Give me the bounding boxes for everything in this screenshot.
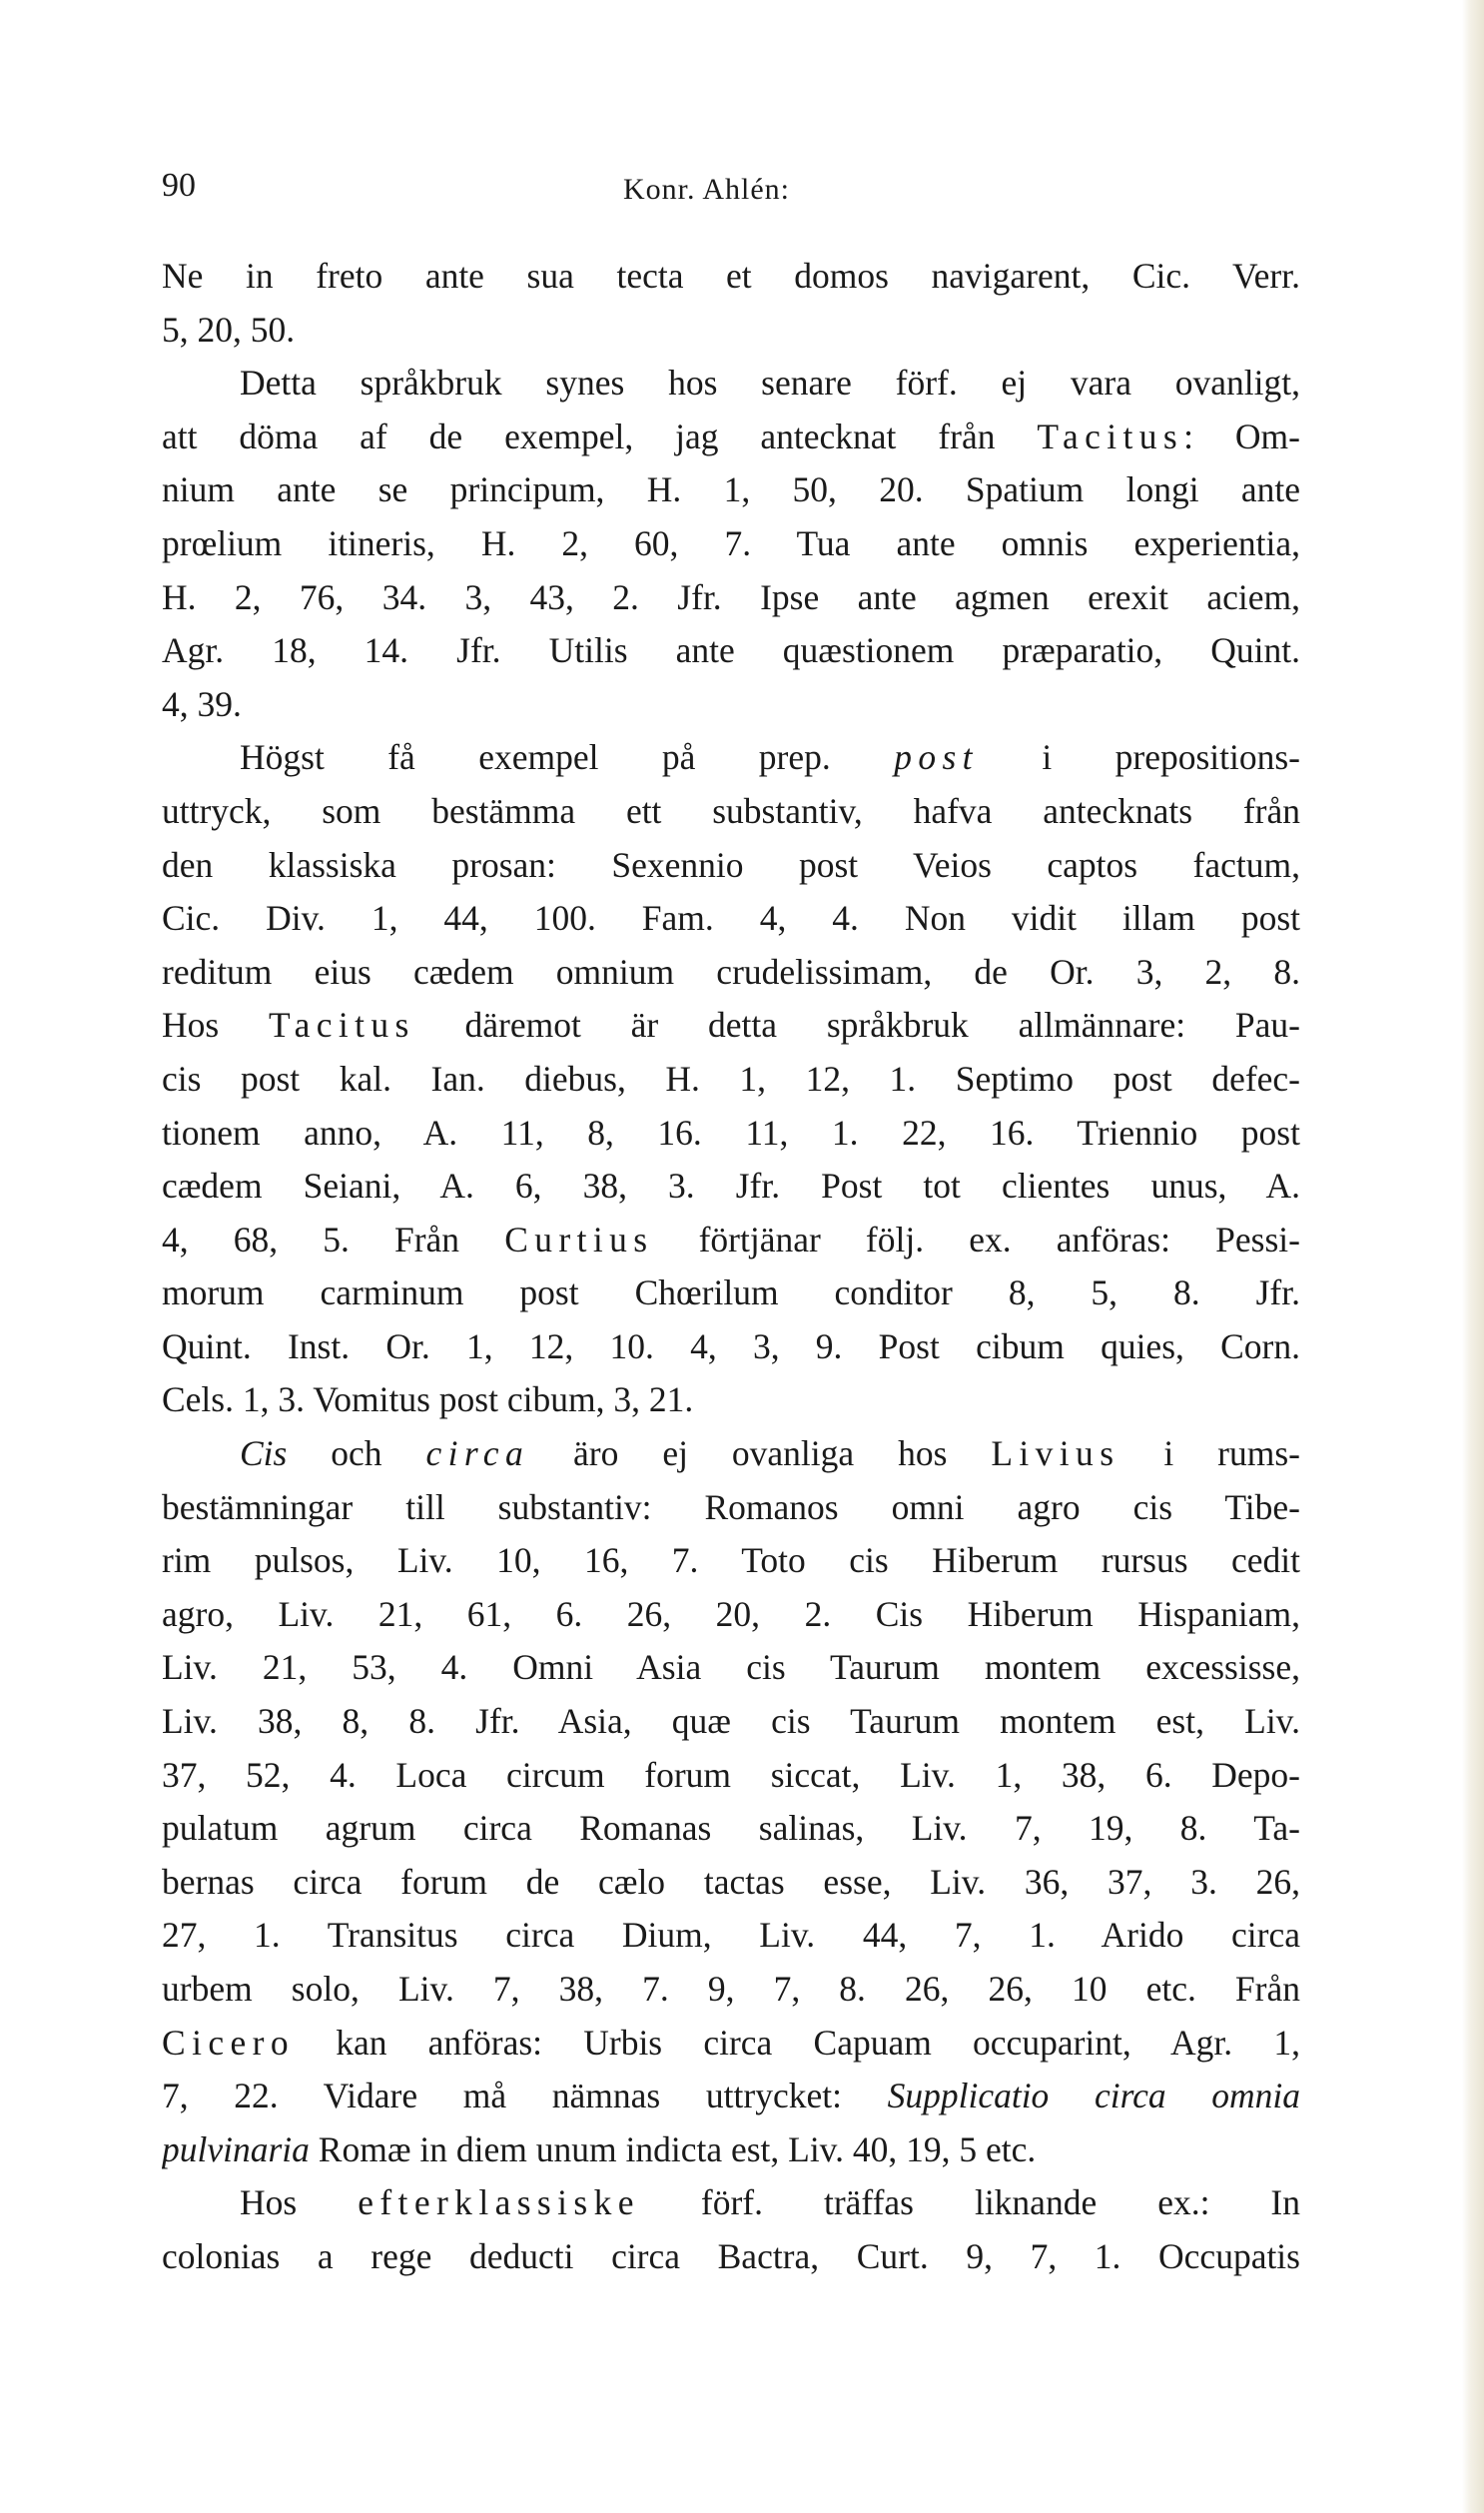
text-run: den klassiska prosan: Sexennio post Veios captos factum, — [162, 844, 1300, 885]
text-run: rim pulsos, Liv. 10, 16, 7. Toto cis Hiberum rursus cedit — [162, 1540, 1300, 1581]
text-run: Hos — [162, 1005, 269, 1046]
text-line — [162, 1320, 1300, 1374]
text-line — [162, 1266, 1300, 1320]
text-line — [162, 999, 1300, 1053]
text-run: nium ante se principum, H. 1, 50, 20. Spatium longi ante — [162, 469, 1300, 510]
running-head-author: Konr. Ahlén: — [623, 173, 790, 206]
text-line — [162, 517, 1300, 571]
text-line — [162, 1802, 1300, 1856]
text-line — [162, 1053, 1300, 1107]
text-run: Hos — [240, 2182, 359, 2223]
text-line — [162, 839, 1300, 893]
text-run: och — [287, 1433, 426, 1474]
text-line — [162, 1160, 1300, 1214]
text-run: 4, 68, 5. Från — [162, 1219, 505, 1259]
text-run: Quint. Inst. Or. 1, 12, 10. 4, 3, 9. Post cibum quies, Corn. — [162, 1325, 1300, 1366]
text-run: att döma af de exempel, jag antecknat från — [162, 416, 1038, 456]
text-run: Cis — [240, 1433, 288, 1474]
text-run: Cicero — [162, 2022, 295, 2063]
text-run: 27, 1. Transitus circa Dium, Liv. 44, 7, 1. Arido circa — [162, 1915, 1300, 1956]
running-head — [162, 162, 1300, 210]
text-run: pulatum agrum circa Romanas salinas, Liv. 7, 19, 8. Ta- — [162, 1808, 1300, 1849]
text-run: Curtius — [504, 1219, 654, 1259]
text-line — [162, 785, 1300, 839]
text-run: Ne in freto ante sua tecta et domos navigarent, Cic. Verr. — [162, 256, 1300, 296]
text-run: uttryck, som bestämma ett substantiv, hafva antecknats från — [162, 790, 1300, 831]
text-run: cædem Seiani, A. 6, 38, 3. Jfr. Post tot clientes unus, A. — [162, 1166, 1300, 1207]
text-line — [162, 2123, 1300, 2177]
text-run: bestämningar till substantiv: Romanos omni agro cis Tibe- — [162, 1486, 1300, 1527]
text-run: i rums- — [1119, 1433, 1300, 1474]
text-run: förf. träffas liknande ex.: In — [639, 2182, 1300, 2223]
page-edge — [1462, 0, 1484, 2513]
text-run: cis post kal. Ian. diebus, H. 1, 12, 1. Septimo post defec- — [162, 1058, 1300, 1099]
text-run: : Om- — [1183, 416, 1300, 456]
text-line — [162, 946, 1300, 1000]
text-run: Tacitus — [1037, 416, 1184, 456]
text-run: Livius — [991, 1433, 1120, 1474]
text-line — [162, 1107, 1300, 1161]
text-run: Tacitus — [269, 1005, 415, 1046]
text-run: Cels. 1, 3. Vomitus post cibum, 3, 21. — [162, 1379, 694, 1420]
text-line — [162, 571, 1300, 625]
text-line — [162, 1373, 1300, 1427]
text-line — [162, 1214, 1300, 1267]
text-line — [162, 1588, 1300, 1642]
text-line — [162, 1909, 1300, 1963]
text-line — [162, 731, 1300, 785]
body-text — [162, 250, 1300, 2284]
text-line — [162, 1695, 1300, 1749]
text-run: colonias a rege deducti circa Bactra, Curt. 9, 7, 1. Occupatis — [162, 2235, 1300, 2276]
text-line — [162, 357, 1300, 411]
text-run: urbem solo, Liv. 7, 38, 7. 9, 7, 8. 26, 26, 10 etc. Från — [162, 1969, 1300, 2009]
text-run: circa — [425, 1433, 530, 1474]
text-run: agro, Liv. 21, 61, 6. 26, 20, 2. Cis Hiberum Hispaniam, — [162, 1593, 1300, 1634]
text-line — [162, 1534, 1300, 1588]
text-run: Supplicatio circa omnia — [887, 2076, 1300, 2116]
page-number: 90 — [162, 167, 196, 204]
text-line — [162, 1641, 1300, 1695]
text-line — [162, 250, 1300, 304]
text-line — [162, 1481, 1300, 1535]
text-run: post — [894, 737, 979, 778]
text-run: i prepositions- — [978, 737, 1300, 778]
text-run: Liv. 21, 53, 4. Omni Asia cis Taurum montem excessisse, — [162, 1647, 1300, 1688]
text-run: reditum eius cædem omnium crudelissimam, de Or. 3, 2, 8. — [162, 951, 1300, 992]
text-line — [162, 2230, 1300, 2284]
text-run: Agr. 18, 14. Jfr. Utilis ante quæstionem præparatio, Quint. — [162, 630, 1300, 671]
text-run: kan anföras: Urbis circa Capuam occuparint, Agr. 1, — [294, 2022, 1300, 2063]
text-run: H. 2, 76, 34. 3, 43, 2. Jfr. Ipse ante agmen erexit aciem, — [162, 576, 1300, 617]
text-run: prœlium itineris, H. 2, 60, 7. Tua ante omnis experientia, — [162, 522, 1300, 563]
text-line — [162, 2070, 1300, 2123]
text-line — [162, 624, 1300, 678]
text-run: pulvinaria — [162, 2128, 310, 2169]
text-line — [162, 1749, 1300, 1803]
text-run: morum carminum post Chœrilum conditor 8, 5, 8. Jfr. — [162, 1272, 1300, 1313]
text-line — [162, 678, 1300, 732]
text-run: bernas circa forum de cælo tactas esse, Liv. 36, 37, 3. 26, — [162, 1861, 1300, 1902]
text-run: Romæ in diem unum indicta est, Liv. 40, 19, 5 etc. — [309, 2128, 1037, 2169]
text-run: Cic. Div. 1, 44, 100. Fam. 4, 4. Non vidit illam post — [162, 898, 1300, 939]
text-run: 4, 39. — [162, 683, 242, 724]
text-run: förtjänar följ. ex. anföras: Pessi- — [653, 1219, 1300, 1259]
text-run: 5, 20, 50. — [162, 309, 296, 350]
text-run: tionem anno, A. 11, 8, 16. 11, 1. 22, 16. Triennio post — [162, 1112, 1300, 1153]
text-run: 7, 22. Vidare må nämnas uttrycket: — [162, 2076, 888, 2116]
text-run: Högst få exempel på prep. — [240, 737, 895, 778]
text-line — [162, 411, 1300, 464]
text-line — [162, 1963, 1300, 2017]
text-run: Detta språkbruk synes hos senare förf. ej vara ovanligt, — [240, 363, 1300, 404]
text-run: äro ej ovanliga hos — [529, 1433, 992, 1474]
text-line — [162, 2017, 1300, 2071]
text-run: 37, 52, 4. Loca circum forum siccat, Liv. 1, 38, 6. Depo- — [162, 1754, 1300, 1795]
text-run: Liv. 38, 8, 8. Jfr. Asia, quæ cis Taurum montem est, Liv. — [162, 1701, 1300, 1742]
text-line — [162, 1856, 1300, 1910]
text-run: efterklassiske — [358, 2182, 640, 2223]
text-line — [162, 463, 1300, 517]
text-line — [162, 892, 1300, 946]
text-line — [162, 2176, 1300, 2230]
text-run: däremot är detta språkbruk allmännare: Pau- — [414, 1005, 1300, 1046]
text-line — [162, 304, 1300, 358]
text-line — [162, 1427, 1300, 1481]
